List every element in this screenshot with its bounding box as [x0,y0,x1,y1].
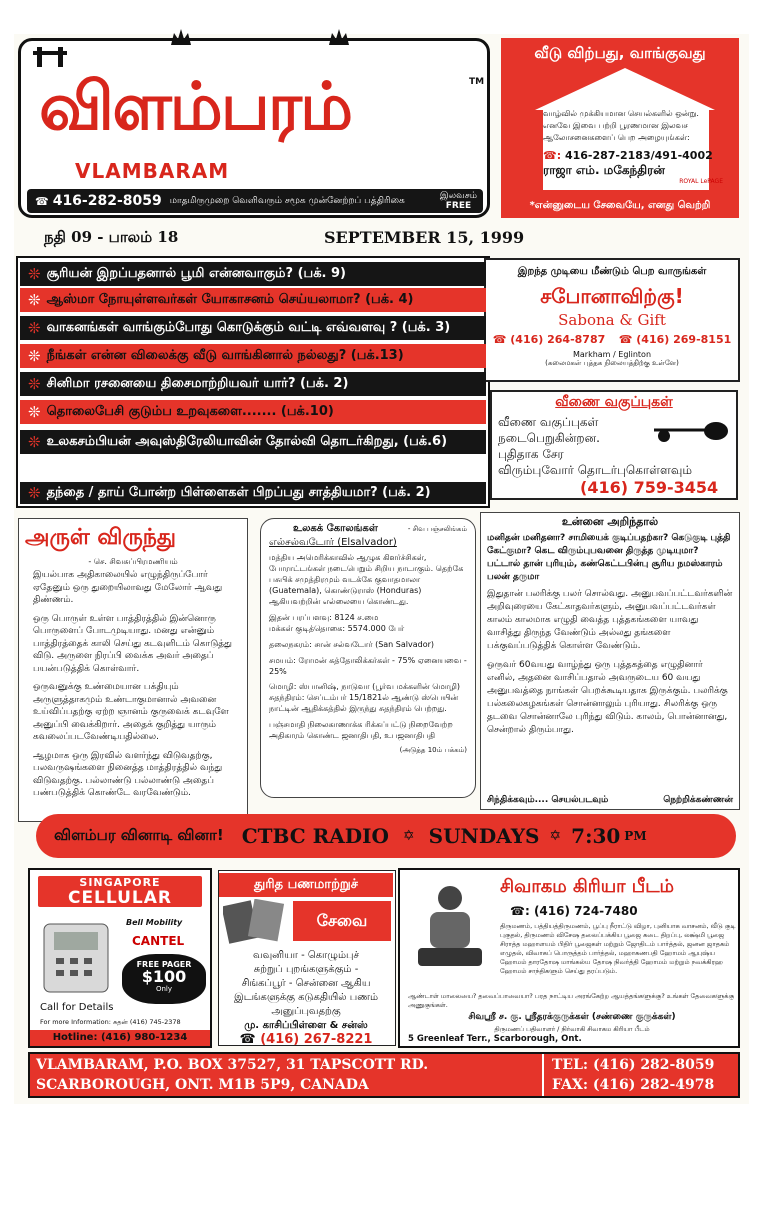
arul-paragraph-2: ஒரு பொருள் உள்ள பாத்திரத்தில் இன்னொரு பொருளைப் போடமுடியாது. மனது என்னும் பாத்திரத்தைக் காலி செய்து கடவுளிடம் கொடுத்து விடு. அருளை நிரப்பி வைக்க அவர் அதைப் பயன்படுத்திக் கொள்வார். [33,613,232,674]
headline-row [20,288,486,312]
phone-icon: ☎ [492,333,511,346]
flower-bullet-icon: ❊ [28,433,41,451]
cellular-cantel: CANTEL [132,934,185,948]
world-column [260,518,476,798]
radio-station: CTBC RADIO [241,824,389,848]
world-language: மொழி: ஸ்பானிஷ், நாடுவா (பூர்வ மக்களின் மொழி) [269,682,461,691]
veena-instrument-icon [650,416,730,446]
footer-bar [28,1052,740,1098]
masthead-phone: 416-282-8059 [52,193,162,209]
headline-row [20,482,486,504]
know-footer-left: சிந்திக்கவும்.... செயல்படவும் [487,795,609,805]
money-line-3: சிங்கப்பூர் - சென்னை ஆகிய [241,978,371,989]
issue-volume: நதி 09 - பாலம் 18 [44,228,179,246]
world-country: எல்சல்வடோர் (Elsalvador) [269,537,397,548]
cellular-brand-1: SINGAPORE [79,876,161,889]
real-estate-ad-line1: வாழ்வில் முக்கியமான செயல்களில் ஒன்று. [543,109,699,118]
star-icon: ✡ [402,828,415,844]
cellular-call: Call for Details [40,1002,114,1013]
world-paragraph: மத்திய அமெரிக்காவில் ஆழுக கிளர்ச்சிகள், போராட்டங்கள் நடைபெறும் சிறிய நாடாகும். தெற்கே பசுபிக் சமுத்திரமும் வடக்கே குவாதமாலா (Guatemala), கொண்டுராஸ் (Honduras) ஆகியவற்றின் எல்லையை கொண்டது. [269,553,464,606]
sabona-note: (கலைமகள் புத்தக நிலையத்திற்கு உள்ளே) [545,359,679,367]
world-continued: (அடுத்த 10ம் பக்கம்) [399,746,467,754]
phone-icon: ☎ [618,333,637,346]
know-title: உன்னை அறிந்தால் [561,515,659,528]
masthead-title-tamil: விளம்பரம் [39,68,352,145]
real-estate-ad-line3: ஆலோசனைகளைப் பெற அழையுங்கள்: [543,133,690,142]
headline-text: தந்தை / தாய் போன்ற பிள்ளைகள் பிறப்பது சாத்தியமா? (பக். 2) [46,485,431,500]
world-area: இதன் பரப்பளவு: 8124 ச.மை [269,613,379,622]
real-estate-ad-company: ROYAL LePAGE [679,178,723,185]
sivagama-sub: திருமணப் பதிவாளர் / நிர்வாகி சிவாகம கிரியா பீடம் [494,1025,650,1033]
money-phone: (416) 267-8221 [260,1032,373,1047]
headline-text: ஆஸ்மா நோயுள்ளவர்கள் யோகாசனம் செய்யலாமா? (பக். 4) [46,292,414,307]
sabona-title-tamil: சபோனாவிற்கு! [540,284,684,308]
cellular-hotline: Hotline: (416) 980-1234 [30,1030,210,1046]
know-column [480,512,740,810]
real-estate-ad-title: வீடு விற்பது, வாங்குவது [534,44,706,62]
footer-address-2: SCARBOROUGH, ONT. M1B 5P9, CANADA [36,1077,369,1093]
veena-ad [490,390,738,500]
world-independence: சுதந்திரம்: செப்டம்பர் 15/1821ல் ஆண்டு ஸ்பெயின் நாட்டின் ஆதிக்கத்தில் இருந்து சுதந்திரம் பெற்றது. [269,693,459,713]
world-note: பஞ்சமாதி நிலைகாணாக்க ரிக்கப்பட்டு நிறைவேற்ற அதிகாரம் கொண்ட ஜனாதிபதி, உபஜனாதிபதி [269,720,453,740]
free-pager-badge [122,954,206,1004]
cellular-price: $100 [141,967,187,986]
sabona-phone-1: (416) 264-8787 [510,333,606,346]
money-title-2: சேவை [293,901,391,941]
issue-date: SEPTEMBER 15, 1999 [324,228,525,247]
phone-icon: ☎ [35,194,49,208]
radio-quiz: விளம்பர வினாடி வினா! [54,826,224,844]
flower-bullet-icon: ❊ [28,484,41,502]
crown-icon-left [171,29,191,45]
headline-row [20,372,486,396]
arul-paragraph-1: இயல்பாக அதிகாலையில் எழுந்திருப்போர் ஏதேனும் ஒரு துறையிலாவது மேலோர் ஆவது திண்ணம். [33,570,223,605]
arul-column [18,518,248,822]
radio-bar [36,814,736,858]
flower-bullet-icon: ❊ [28,319,41,337]
money-line-1: வவுனியா - கொழும்புச் [253,950,359,961]
headline-text: சினிமா ரசனையை திசைமாற்றியவர் யார்? (பக். 2) [46,376,349,391]
radio-time: 7:30 [571,824,621,848]
masthead-tm: TM [469,77,485,87]
real-estate-ad-phone: 416-287-2183/491-4002 [564,149,713,162]
free-label-tamil: இலவசம் [439,191,477,201]
world-religion: சமயம்: ரோமன் கத்தோலிக்கர்கள் - 75% ஏனையவை - 25% [269,656,467,676]
arul-title: அருள் விருந்து [25,525,176,550]
flower-bullet-icon: ❊ [28,375,41,393]
cellular-brand-2: CELLULAR [67,888,173,908]
flower-bullet-icon: ❊ [28,403,41,421]
money-line-2: சுற்றுப் புறங்களுக்கும் - [253,964,359,975]
phone-handset-icon [40,916,112,996]
sabona-top: இறந்த முடியை மீண்டும் பெற வாருங்கள் [517,266,707,277]
phone-icon: ☎: [510,904,534,918]
star-icon: ✡ [549,828,562,844]
headline-row [20,262,486,286]
phone-icon: ☎: [543,149,565,162]
headline-text: நீங்கள் என்ன விலைக்கு வீடு வாங்கினால் நல்லது? (பக்.13) [46,348,404,363]
footer-address-1: VLAMBARAM, P.O. BOX 37527, 31 TAPSCOTT RD. [36,1057,429,1073]
crown-icon-right [329,29,349,45]
world-population: மக்கள் குடித்தொகை: 5574.000 பேர் [269,624,405,633]
flower-bullet-icon: ❊ [28,347,41,365]
know-question: மனிதன் மனிதனா? சாமியைக் குடிப்பதற்கா? கெடுகுடி புத்தி கேட்குமா? கெட விரும்புபவனை திருத்த முடியுமா? பட்டால் தான் புரியும், கண்கெட்டபின்பு சூரிய நமஸ்காரம் பலன் தருமா [487,533,731,582]
masthead-title-latin: VLAMBARAM [75,159,230,183]
sivagama-name: சிவஸ்ரீ ச. கு. ஸ்ரீதரக்குருக்கள் (சண்ணை குருக்கள்) [468,1012,676,1022]
money-title-1: துரித பணமாற்றுச் [253,877,358,892]
know-paragraph-1: இதுதான் பலரிக்கு பலர் சொல்வது. அனுபவப்பட்டவர்களின் அறிவுரையை கேட்காதவர்களும், அனுபவப்பட்டவர்கள் காலம் காலமாக எழுதி வைத்த புத்தகங்களை யாவது வாசித்து திருந்த வேண்டும் அல்லது தங்களை பக்குவப்படுத்திக் கொள்ள வேண்டும். [487,589,733,651]
know-paragraph-2: ஒருவர் 60வயது வாழ்ந்து ஒரு புத்தகத்தை எழுதினார் எனில், அதனை வாசிப்பதால் அவருடைய 60 வயது அனுபவத்தை நாங்கள் பெறக்கூடியதாக இருக்கும். பலரிக்கு பல்கலைகழகங்கள் சொன்னாலும் புரியாது. சிலரிக்கு ஒரு தடவை சொன்னாலே புரிந்து விடும். காலம், பொன்னானது, சென்றால் திரும்பாது. [487,660,728,735]
headline-text: தொலைபேசி குடும்ப உறவுகளை....... (பக்.10) [46,404,334,419]
radio-day: SUNDAYS [428,824,540,848]
cellular-bell: Bell Mobility [126,918,183,927]
newspaper-page [14,34,749,1104]
veena-phone: (416) 759-3454 [580,478,719,497]
masthead-info-bar [27,189,483,213]
headline-row [20,316,486,340]
free-label: FREE [445,201,472,211]
veena-title: வீணை வகுப்புகள் [555,394,673,410]
sivagama-paragraph-2: ஆண்டாள் மாலையை? தவைப்பாவையா? பரத நாட்டிய அரங்கேற்ற ஆயத்தங்களுக்கு? உங்கள் தேவைகளுக்கு அணுகுங்கள். [408,992,735,1009]
sabona-title-english: Sabona & Gift [558,311,666,329]
footer-fax: FAX: (416) 282-4978 [552,1077,715,1093]
masthead [18,38,490,218]
money-line-5: அனுப்புவதற்கு [271,1006,341,1017]
sabona-ad [484,258,740,382]
radio-pm: PM [624,829,647,843]
world-byline: - சிவ பஞ்சலிங்கம் [407,525,467,533]
sivagama-phone: (416) 724-7480 [533,904,638,918]
world-title: உலகக் கோலங்கள் [293,523,378,534]
sivagama-paragraph-1: திருமணம், பத்தியத்திருமணம், பூப்பு நீராட்டு விழா, புனியாக வாசனம், வீடு குடி புகுதல், திருமணம் விசேஷ தலைப்பக்கிய பூஜை கடை திறப்பு, லக்ஷ்மி பூஜை சிராத்த மஹாளயம் பிதிர் பூஜைகள் மற்றும் ஜோதிடம் பார்த்தல், ஜனன ஜாதகம் எழுதல், விவாகப் பொருத்தம் பார்த்தல், மஹாகணபதி ஹோமம் ஆயுஷ்ய ஹோமம் தாரதோஷ மாங்கல்ய தோஷ நிவர்த்தி ஹோமம் மற்றும் நவக்கிரஹ ஹோமம் சாந்திகளும் செய்து தரப்படும். [500,922,736,975]
veena-line-1: வீணை வகுப்புகள் [498,415,599,429]
masthead-tagline: மாதமிருமுறை வெளிவரும் சமூக முன்னேற்றப் பத்திரிகை [169,195,405,206]
deity-image [408,878,492,970]
sivagama-address: 5 Greenleaf Terr., Scarborough, Ont. [408,1034,582,1044]
know-footer-right: நெற்றிக்கண்ணன் [663,795,733,805]
world-capital: தலைநகரம்: சான் சல்வடோர் (San Salvador) [269,640,435,649]
phone-icon: ☎ [239,1032,261,1047]
headline-row [20,344,486,368]
money-line-4: இடங்களுக்கு கடுகதியில் பணம் [233,992,378,1003]
headline-row [20,430,486,454]
money-line-6: மு. காசிப்பிள்ளை & சன்ஸ் [244,1020,368,1031]
cellular-ad [28,868,212,1048]
money-image [223,899,289,945]
veena-line-4: விரும்புவோர் தொடர்புகொள்ளவும் [498,463,692,477]
arul-paragraph-3: ஒருவனுக்கு உண்மையான பக்தியும் அருளுத்தாகமும் உண்டாகுமானால் அவனை உய்விப்பதற்கு ஏற்ற ஞானம் குருவைக் கடவுளே அனுப்பி வைக்கிறார். அதைக் குறித்து யாரும் கவலைப்படவேண்டியதில்லை. [33,682,229,742]
veena-line-3: புதிதாக சேர [498,447,564,461]
sabona-location: Markham / Eglinton [572,350,652,359]
arul-author: - செ. சிவசுப்பிரமணியம் [88,557,178,566]
headline-text: சூரியன் இறப்பதனால் பூமி என்னவாகும்? (பக். 9) [46,266,346,281]
real-estate-ad-slogan: *என்னுடைய சேவையே, எனது வெற்றி [529,200,711,211]
real-estate-ad-agent: ராஜா எம். மகேந்திரன் [543,163,665,177]
footer-tel: TEL: (416) 282-8059 [552,1057,715,1073]
real-estate-ad [501,38,739,218]
cellular-info: For more Information: சுதன் (416) 745-2378 [40,1018,181,1026]
veena-line-2: நடைபெறுகின்றன. [498,431,600,445]
sivagama-title: சிவாகம கிரியா பீடம் [500,876,675,897]
arul-paragraph-4: ஆழமாக ஒரு இரவில் வளர்ந்து விடுவதற்கு, பலவருஷங்களை நினைத்த மாத்திரத்தில் வந்து விடுவதற்கு. பல்லாண்டு பல்லாண்டு அதைப் பண்படுத்திக் கொண்டே வரவேண்டும். [33,750,223,798]
sivagama-ad [398,868,740,1048]
cellular-only: Only [155,985,173,993]
flower-bullet-icon: ❊ [28,265,41,283]
money-transfer-ad [218,870,396,1046]
headline-text: உலகசம்பியன் அவுஸ்திரேலியாவின் தோல்வி தொடர்கிறது, (பக்.6) [46,434,448,449]
headline-text: வாகனங்கள் வாங்கும்போது கொடுக்கும் வட்டி எவ்வளவு ? (பக். 3) [46,320,451,335]
real-estate-ad-line2: எனவே இவை பற்றி பூரணமான இலவச [543,121,688,130]
flower-bullet-icon: ❊ [28,291,41,309]
headline-row [20,400,486,424]
cellular-pager: FREE PAGER [136,960,192,969]
sabona-phone-2: (416) 269-8151 [636,333,732,346]
